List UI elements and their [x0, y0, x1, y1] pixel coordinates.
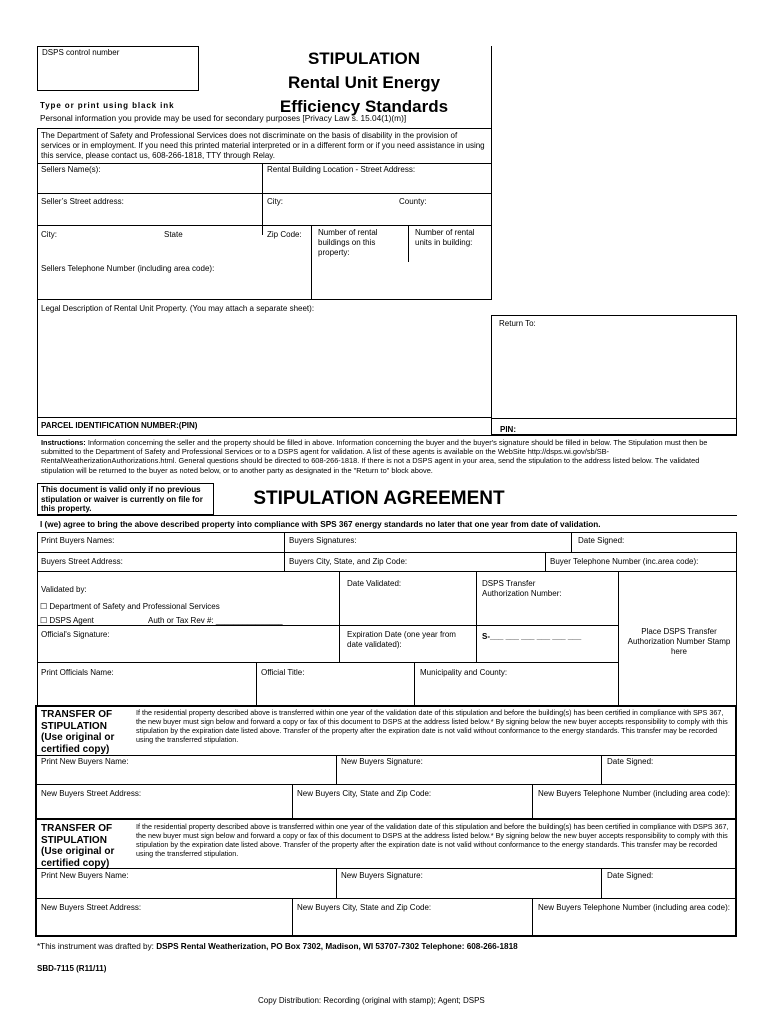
buyers-street-label: Buyers Street Address: [41, 557, 123, 566]
transfer-2-street-label: New Buyers Street Address: [41, 903, 142, 912]
transfer-auth-field[interactable] [477, 572, 617, 624]
buyers-city-field[interactable] [285, 553, 544, 571]
transfer-2-text: If the residential property described above is transferred within one year of the validation date of this stipulation and before the building(s) has been certified in compliance with DSPS 367, the new buyer must sign below and forward a copy or fax of this document to DSPS at the address listed below.* By signing below the new buyer accepts responsibility to comply with this stipulation by the expiration date listed above. Transfer of the property after the expiration date is not valid without conformance to the energy standards. This transfer may be recorded using the transferred stipulation. [136, 822, 729, 858]
expiration-label: Expiration Date (one year from date validated): [347, 630, 456, 649]
officials-signature-field[interactable] [38, 626, 338, 661]
transfer-2-city-field[interactable] [293, 899, 531, 934]
print-officials-field[interactable] [38, 663, 255, 704]
option-agent[interactable] [40, 616, 94, 626]
buyers-names-label: Print Buyers Names: [41, 536, 115, 545]
transfer-2-date-field[interactable] [602, 869, 734, 897]
control-number-box[interactable] [37, 46, 199, 91]
transfer-2-signature-field[interactable] [337, 869, 600, 897]
agreement-title: STIPULATION AGREEMENT [253, 488, 505, 509]
seller-street-field[interactable] [38, 194, 261, 224]
transfer-1-name-label: Print New Buyers Name: [41, 757, 129, 766]
transfer-1-city-field[interactable] [293, 785, 531, 817]
rental-city-field[interactable] [263, 194, 383, 224]
instructions-text [41, 438, 731, 475]
title-line-1: STIPULATION [307, 49, 421, 68]
transfer-1-signature-label: New Buyers Signature: [341, 757, 423, 766]
official-title-field[interactable] [257, 663, 413, 704]
transfer-1-name-field[interactable] [38, 756, 335, 783]
transfer-2-phone-label: New Buyers Telephone Number (including area code): [538, 903, 730, 912]
rental-location-label: Rental Building Location - Street Address: [267, 165, 416, 174]
instructions-body: Information concerning the seller and the property should be filled in above. Information concerning the buyer and the buyer's signature should be filled in below. The Stipulation must then be submitted to the Department of Safety and Professional Services or to a DSPS agent for validation. A list of these agents is available on the WebSite http://dsps.wi.gov/sb/SB-RentalWeatherizationAuthorizations.html. General questions should be directed to 608-266-1818. If there is not a DSPS agent in your area, send the stipulation to the address listed below. The validated stipulation will be returned to the buyer as noted below, or to another party as designated in the "Return to" block above. [41, 438, 708, 475]
form-title [262, 47, 466, 119]
copy-distribution: Copy Distribution: Recording (original with stamp); Agent; DSPS [258, 996, 485, 1005]
transfer-2-street-field[interactable] [38, 899, 291, 934]
transfer-2-city-label: New Buyers City, State and Zip Code: [297, 903, 432, 912]
num-buildings-field[interactable] [312, 226, 407, 299]
drafted-by-prefix: *This instrument was drafted by: [37, 942, 157, 951]
official-title-label: Official Title: [261, 668, 305, 677]
officials-signature-label: Official's Signature: [41, 630, 110, 639]
sellers-name-field[interactable] [38, 164, 261, 192]
s-number-field[interactable] [477, 626, 617, 661]
expiration-field[interactable] [340, 626, 475, 661]
date-validated-field[interactable] [340, 572, 475, 624]
transfer-1-street-label: New Buyers Street Address: [41, 789, 142, 798]
instructions-label: Instructions: [41, 438, 86, 447]
seller-state-label: State [164, 230, 183, 239]
seller-phone-label: Sellers Telephone Number (including area code): [41, 264, 215, 273]
transfer-1-phone-label: New Buyers Telephone Number (including area code): [538, 789, 730, 798]
transfer-2-name-field[interactable] [38, 869, 335, 897]
type-print-note: Type or print using black ink [40, 101, 175, 110]
parcel-id-label: PARCEL IDENTIFICATION NUMBER:(PIN) [41, 421, 198, 430]
sellers-name-label: Sellers Name(s): [41, 165, 101, 174]
buyers-date-label: Date Signed: [578, 536, 625, 545]
buyers-signatures-field[interactable] [285, 533, 570, 551]
title-line-3: Efficiency Standards [279, 97, 449, 116]
pin-label: PIN: [500, 425, 516, 434]
buyers-city-label: Buyers City, State, and Zip Code: [289, 557, 408, 566]
municipality-label: Municipality and County: [420, 668, 508, 677]
option-dsps[interactable] [40, 602, 220, 612]
checkbox-icon[interactable]: ☐ [40, 616, 48, 625]
transfer-2-date-label: Date Signed: [607, 871, 654, 880]
num-units-field[interactable] [409, 226, 490, 261]
stamp-label: Place DSPS Transfer Authorization Number Stamp here [627, 627, 731, 656]
rental-location-field[interactable] [263, 164, 490, 192]
buyers-signatures-label: Buyers Signatures: [289, 536, 357, 545]
option-dsps-label: Department of Safety and Professional Services [49, 602, 220, 611]
buyers-street-field[interactable] [38, 553, 283, 571]
return-to-box[interactable] [491, 315, 737, 435]
return-to-label: Return To: [499, 319, 536, 328]
seller-zip-label: Zip Code: [267, 230, 302, 239]
auth-tax-field[interactable]: Auth or Tax Rev #: _______________ [148, 616, 283, 625]
seller-phone-field[interactable] [38, 262, 310, 299]
transfer-auth-label: DSPS Transfer Authorization Number: [482, 579, 562, 598]
form-number: SBD-7115 (R11/11) [37, 964, 107, 973]
seller-state-field[interactable] [162, 226, 261, 261]
transfer-1-phone-field[interactable] [533, 785, 734, 817]
legal-description-field[interactable] [38, 300, 490, 416]
print-officials-label: Print Officials Name: [41, 668, 114, 677]
valid-note: This document is valid only if no previous stipulation or waiver is currently on file for this property. [41, 485, 203, 514]
control-number-label: DSPS control number [42, 48, 120, 57]
transfer-1-title: TRANSFER OF STIPULATION (Use original or certified copy) [41, 709, 115, 755]
validated-by-label: Validated by: [41, 585, 87, 594]
rental-county-label: County: [399, 197, 427, 206]
transfer-2-signature-label: New Buyers Signature: [341, 871, 423, 880]
privacy-note: Personal information you provide may be used for secondary purposes [Privacy Law s. 15.04(1)(m)] [40, 113, 407, 123]
transfer-1-date-field[interactable] [602, 756, 734, 783]
title-line-2: Rental Unit Energy [287, 73, 441, 92]
date-validated-label: Date Validated: [347, 579, 402, 588]
seller-city-field[interactable] [38, 226, 161, 261]
stamp-area[interactable] [619, 572, 736, 705]
num-buildings-label: Number of rental buildings on this property: [318, 228, 378, 257]
buyers-names-field[interactable] [38, 533, 283, 551]
transfer-1-signature-field[interactable] [337, 756, 600, 783]
seller-zip-field[interactable] [262, 226, 310, 261]
rental-county-field[interactable] [384, 194, 490, 224]
rental-city-label: City: [267, 197, 283, 206]
checkbox-icon[interactable]: ☐ [40, 602, 48, 611]
transfer-2-title: TRANSFER OF STIPULATION (Use original or certified copy) [41, 823, 115, 869]
seller-street-label: Seller’s Street address: [41, 197, 124, 206]
buyer-phone-label: Buyer Telephone Number (inc.area code): [550, 557, 699, 566]
s-number-label: S-___ ___ ___ ___ ___ ___ [482, 632, 582, 641]
transfer-2-phone-field[interactable] [533, 899, 734, 934]
num-units-label: Number of rental units in building: [415, 228, 475, 247]
drafted-by [37, 942, 518, 952]
transfer-1-text: If the residential property described above is transferred within one year of the validation date of this stipulation and before the building(s) has been certified in compliance with SPS 367, the new buyer must sign below and forward a copy or fax of this document to DSPS at the address listed below.* By signing below the new buyer accepts responsibility to comply with this stipulation by the expiration date listed above. Transfer of the property after the expiration date is not valid without conformance to the energy standards. This transfer may be recorded using the transferred stipulation. [136, 708, 728, 744]
transfer-1-date-label: Date Signed: [607, 757, 654, 766]
nondiscrimination-note: The Department of Safety and Professional Services does not discriminate on the basis of disability in the provision of services or in employment. If you need this printed material interpreted or in a different form or if you need assistance in using this service, please contact us, 608-266-1818, TTY through Relay. [41, 131, 485, 160]
seller-city-label: City: [41, 230, 57, 239]
drafted-by-address: DSPS Rental Weatherization, PO Box 7302, Madison, WI 53707-7302 Telephone: 608-266-1818 [156, 942, 518, 951]
transfer-1-street-field[interactable] [38, 785, 291, 817]
buyer-phone-field[interactable] [546, 553, 735, 571]
buyers-date-field[interactable] [572, 533, 735, 551]
transfer-2-name-label: Print New Buyers Name: [41, 871, 129, 880]
option-agent-label: DSPS Agent [49, 616, 94, 625]
municipality-field[interactable] [415, 663, 618, 704]
legal-description-label: Legal Description of Rental Unit Property. (You may attach a separate sheet): [41, 304, 315, 313]
transfer-1-city-label: New Buyers City, State and Zip Code: [297, 789, 432, 798]
agreement-statement: I (we) agree to bring the above described property into compliance with SPS 367 energy standards no later that one year from date of validation. [40, 520, 601, 529]
valid-note-box [37, 483, 214, 515]
